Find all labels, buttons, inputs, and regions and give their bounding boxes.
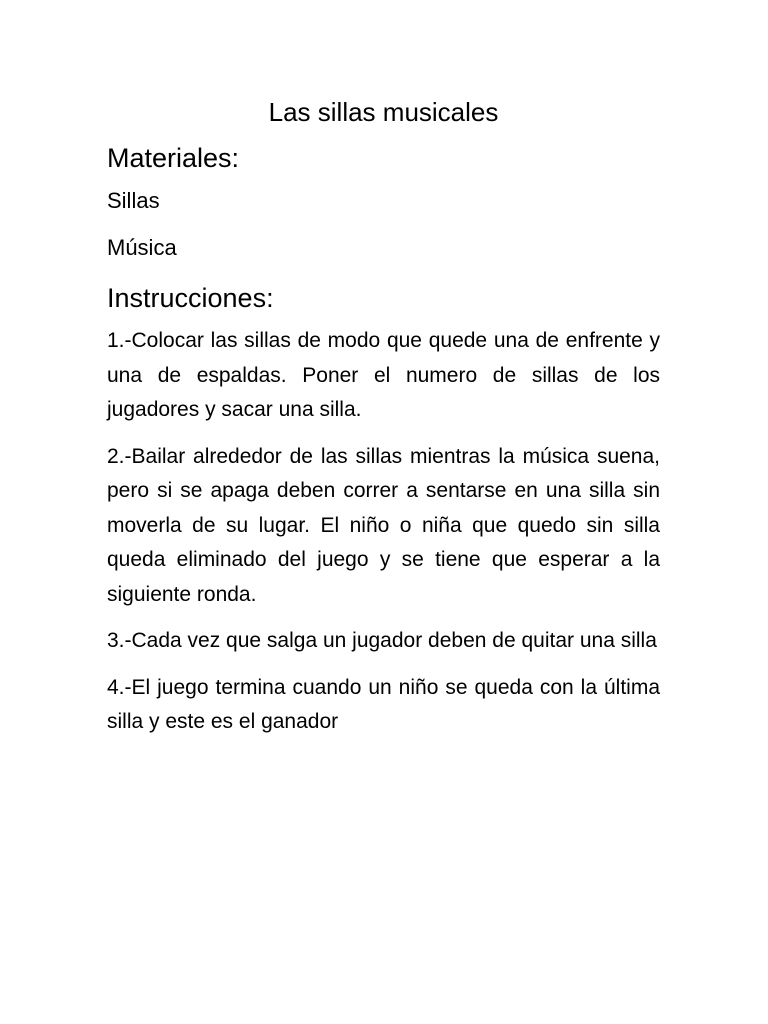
instruction-step-1: 1.-Colocar las sillas de modo que quede una de enfrente y una de espaldas. Poner el numero de sillas de los jugadores y sacar una silla.: [107, 329, 660, 421]
materials-heading: Materiales:: [107, 143, 240, 173]
document-page: [107, 92, 660, 752]
instruction-step-2: 2.-Bailar alrededor de las sillas mientras la música suena, pero si se apaga deben correr a sentarse en una silla sin moverla de su lugar. El niño o niña que quedo sin silla queda eliminado del juego y se tiene que esperar a la siguiente ronda.: [107, 444, 660, 606]
material-item-musica: Música: [107, 235, 177, 260]
material-item-sillas: Sillas: [107, 188, 160, 213]
instruction-step-3: 3.-Cada vez que salga un jugador deben de quitar una silla: [107, 629, 657, 652]
instruction-step-4: 4.-El juego termina cuando un niño se queda con la última silla y este es el ganador: [107, 675, 660, 733]
instructions-heading: Instrucciones:: [107, 283, 274, 313]
page-title: Las sillas musicales: [268, 97, 499, 127]
